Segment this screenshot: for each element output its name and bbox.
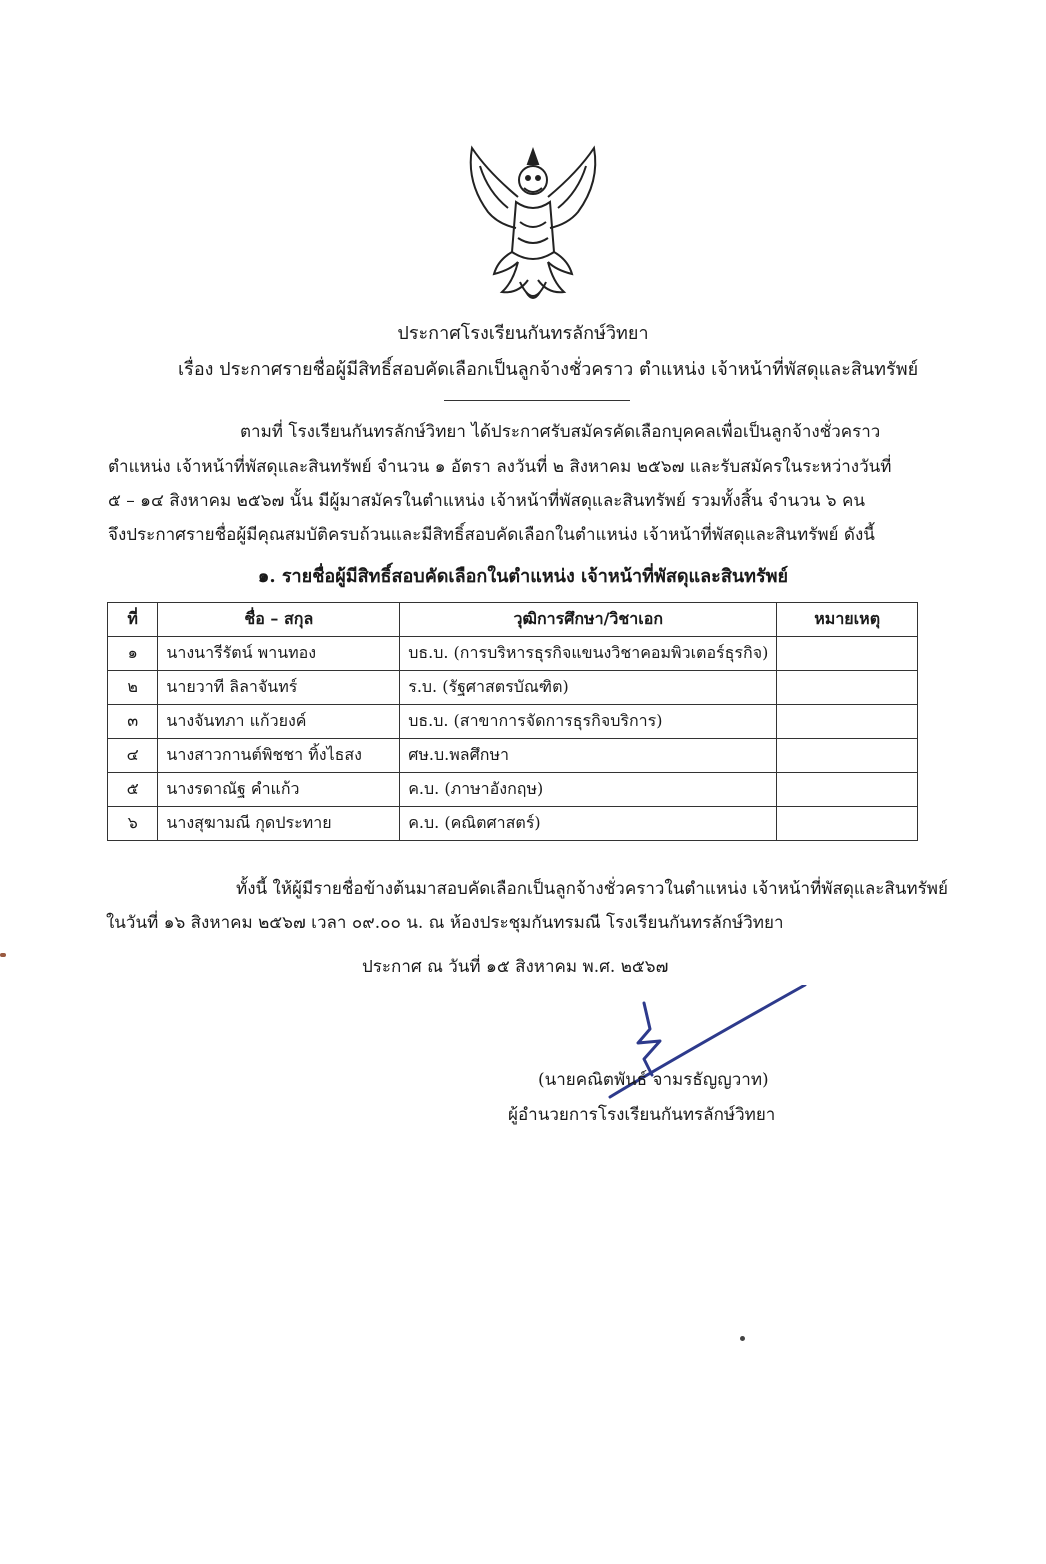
title-divider [444,400,630,401]
announcement-title: ประกาศโรงเรียนกันทรลักษ์วิทยา [397,323,649,344]
body-line-3: ๕ – ๑๔ สิงหาคม ๒๕๖๗ นั้น มีผู้มาสมัครในตำแหน่ง เจ้าหน้าที่พัสดุและสินทรัพย์ รวมทั้งสิ้น จำนวน ๖ คน [108,491,865,511]
garuda-emblem-icon [458,142,608,312]
cell-name: นางจันทภา แก้วยงค์ [158,705,400,739]
cell-qualification: ค.บ. (คณิตศาสตร์) [400,807,777,841]
cell-number: ๔ [108,739,158,773]
body-line-2: ตำแหน่ง เจ้าหน้าที่พัสดุและสินทรัพย์ จำนวน ๑ อัตรา ลงวันที่ ๒ สิงหาคม ๒๕๖๗ และรับสมัครในระหว่างวันที่ [108,457,892,477]
header-remark: หมายเหตุ [777,603,918,637]
cell-qualification: ร.บ. (รัฐศาสตรบัณฑิต) [400,671,777,705]
cell-number: ๕ [108,773,158,807]
cell-name: นางสุฆามณี กุดประทาย [158,807,400,841]
candidate-table [107,602,918,841]
header-qualification: วุฒิการศึกษา/วิชาเอก [400,603,777,637]
cell-name: นางสาวกานต์พิชชา ทิ้งไธสง [158,739,400,773]
header-name: ชื่อ – สกุล [158,603,400,637]
cell-remark [777,637,918,671]
cell-remark [777,739,918,773]
header-number: ที่ [108,603,158,637]
table-row [108,739,918,773]
signer-position: ผู้อำนวยการโรงเรียนกันทรลักษ์วิทยา [508,1105,776,1125]
cell-name: นางรดาณัฐ คำแก้ว [158,773,400,807]
cell-remark [777,773,918,807]
cell-name: นายวาที ลิลาจันทร์ [158,671,400,705]
closing-line-1: ทั้งนี้ ให้ผู้มีรายชื่อข้างต้นมาสอบคัดเลือกเป็นลูกจ้างชั่วคราวในตำแหน่ง เจ้าหน้าที่พัสดุและสินทรัพย์ [236,879,948,899]
body-line-4: จึงประกาศรายชื่อผู้มีคุณสมบัติครบถ้วนและมีสิทธิ์สอบคัดเลือกในตำแหน่ง เจ้าหน้าที่พัสดุและสินทรัพย์ ดังนี้ [108,525,875,545]
cell-number: ๖ [108,807,158,841]
table-row [108,773,918,807]
signer-name: (นายคณิตพันธ์ จามรธัญญวาท) [538,1070,769,1090]
cell-remark [777,705,918,739]
cell-qualification: ค.บ. (ภาษาอังกฤษ) [400,773,777,807]
body-line-1: ตามที่ โรงเรียนกันทรลักษ์วิทยา ได้ประกาศรับสมัครคัดเลือกบุคคลเพื่อเป็นลูกจ้างชั่วคราว [240,422,881,442]
edge-mark [0,953,6,957]
table-row [108,671,918,705]
cell-name: นางนารีรัตน์ พานทอง [158,637,400,671]
table-row [108,705,918,739]
cell-qualification: บธ.บ. (สาขาการจัดการธุรกิจบริการ) [400,705,777,739]
cell-qualification: บธ.บ. (การบริหารธุรกิจแขนงวิชาคอมพิวเตอร์ธุรกิจ) [400,637,777,671]
cell-number: ๒ [108,671,158,705]
cell-number: ๓ [108,705,158,739]
list-heading: ๑. รายชื่อผู้มีสิทธิ์สอบคัดเลือกในตำแหน่ง เจ้าหน้าที่พัสดุและสินทรัพย์ [257,566,789,587]
cell-remark [777,671,918,705]
announcement-subject: เรื่อง ประกาศรายชื่อผู้มีสิทธิ์สอบคัดเลือกเป็นลูกจ้างชั่วคราว ตำแหน่ง เจ้าหน้าที่พัสดุและสินทรัพย์ [178,359,919,380]
closing-line-2: ในวันที่ ๑๖ สิงหาคม ๒๕๖๗ เวลา ๐๙.๐๐ น. ณ ห้องประชุมกันทรมณี โรงเรียนกันทรลักษ์วิทยา [106,913,784,933]
announcement-date: ประกาศ ณ วันที่ ๑๕ สิงหาคม พ.ศ. ๒๕๖๗ [362,957,669,977]
cell-number: ๑ [108,637,158,671]
table-row [108,807,918,841]
cell-remark [777,807,918,841]
table-row [108,637,918,671]
table-header-row [108,603,918,637]
cell-qualification: ศษ.บ.พลศึกษา [400,739,777,773]
speck-mark [740,1336,745,1341]
